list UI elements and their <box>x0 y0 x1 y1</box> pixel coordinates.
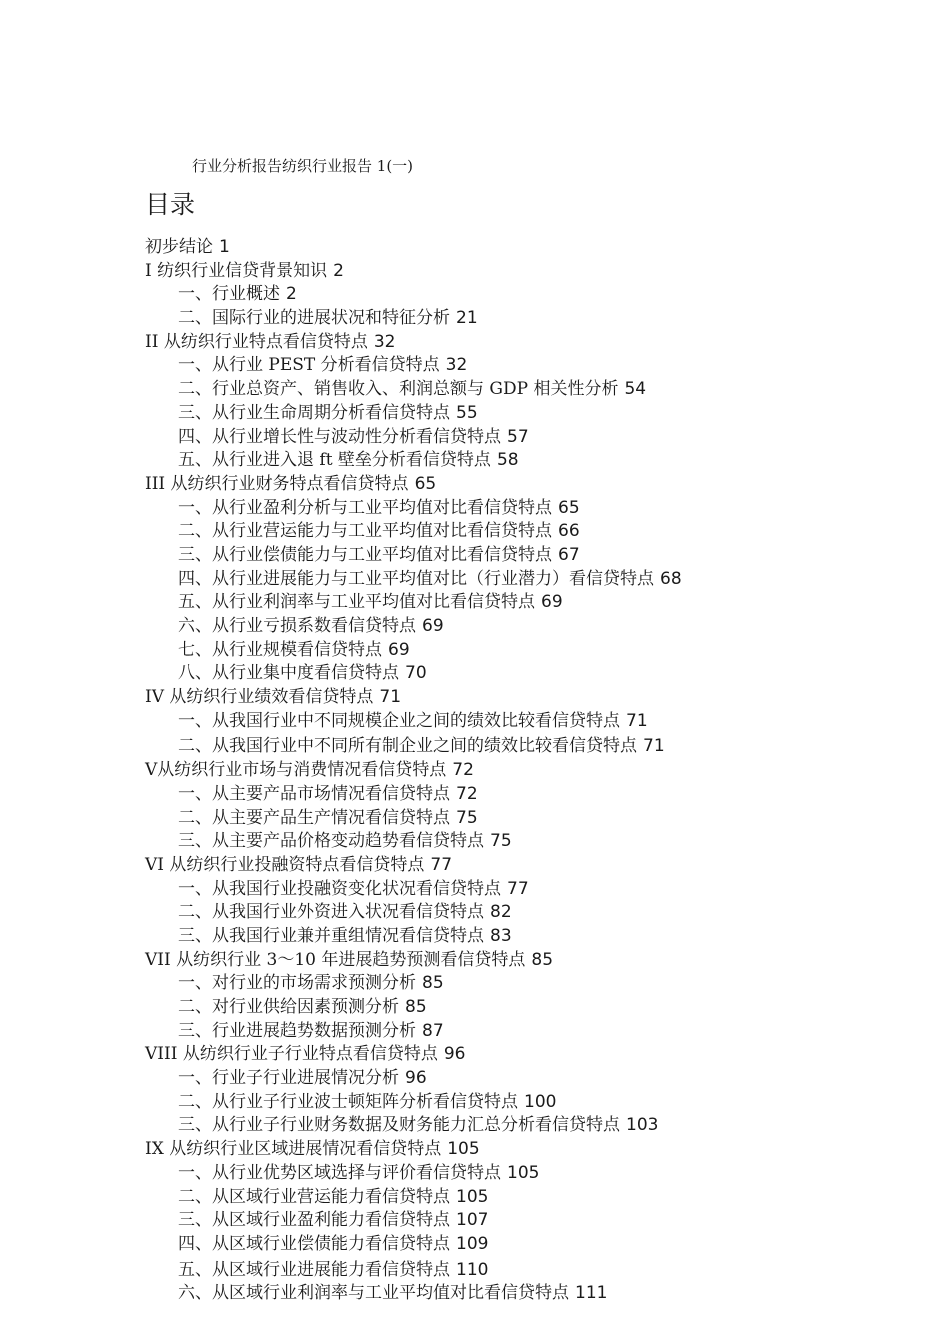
table-of-contents <box>145 236 925 1306</box>
toc-section-entry[interactable] <box>145 1162 925 1186</box>
toc-entry-page-number: 75 <box>490 831 512 852</box>
toc-section-entry[interactable] <box>145 830 925 854</box>
toc-entry-page-number: 82 <box>490 902 512 923</box>
toc-section-entry[interactable] <box>145 591 925 615</box>
toc-entry-title: 三、从我国行业兼并重组情况看信贷特点 <box>178 925 484 946</box>
toc-entry-title: 一、行业子行业进展情况分析 <box>178 1068 399 1089</box>
toc-entry-page-number: 69 <box>422 616 444 636</box>
toc-entry-page-number: 111 <box>575 1283 608 1304</box>
toc-entry-title: 五、从行业进入退 ft 壁垒分析看信贷特点 <box>178 450 491 471</box>
toc-heading: 目录 <box>145 190 196 219</box>
toc-entry-title: 三、从行业生命周期分析看信贷特点 <box>178 402 450 423</box>
toc-entry-title: 二、从我国行业外资进入状况看信贷特点 <box>178 902 484 923</box>
toc-entry-page-number: 72 <box>456 783 478 804</box>
toc-entry-title: 六、从行业亏损系数看信贷特点 <box>178 616 416 636</box>
toc-entry-page-number: 96 <box>443 1044 466 1065</box>
toc-section-entry[interactable] <box>145 972 925 996</box>
toc-entry-title: 一、对行业的市场需求预测分析 <box>178 973 416 994</box>
toc-entry-page-number: 85 <box>531 949 554 970</box>
toc-entry-page-number: 32 <box>445 355 468 376</box>
toc-entry-page-number: 70 <box>405 663 427 684</box>
toc-section-entry[interactable] <box>145 783 925 807</box>
toc-entry-page-number: 1 <box>219 237 230 257</box>
toc-entry-page-number: 65 <box>558 497 580 518</box>
toc-entry-page-number: 69 <box>388 639 410 660</box>
toc-entry-title: 五、从行业利润率与工业平均值对比看信贷特点 <box>178 592 535 613</box>
toc-section-entry[interactable] <box>145 520 925 544</box>
toc-section-entry[interactable] <box>145 283 925 307</box>
toc-entry-title: 一、从行业盈利分析与工业平均值对比看信贷特点 <box>178 497 552 518</box>
toc-section-entry[interactable] <box>145 378 925 402</box>
toc-entry-page-number: 67 <box>558 544 580 565</box>
toc-entry-title: V从纺织行业市场与消费情况看信贷特点 <box>145 760 447 781</box>
toc-section-entry[interactable] <box>145 544 925 568</box>
toc-section-entry[interactable] <box>145 1186 925 1210</box>
toc-entry-title: 二、对行业供给因素预测分析 <box>178 997 399 1017</box>
toc-entry-page-number: 58 <box>496 450 519 471</box>
toc-entry-page-number: 105 <box>507 1162 540 1183</box>
toc-entry-title: 二、从行业子行业波士顿矩阵分析看信贷特点 <box>178 1091 518 1112</box>
toc-entry-page-number: 109 <box>456 1233 489 1254</box>
toc-entry-title: VI 从纺织行业投融资特点看信贷特点 <box>145 854 425 875</box>
toc-entry-page-number: 71 <box>643 736 665 757</box>
toc-entry-title: 一、从行业 PEST 分析看信贷特点 <box>178 355 440 376</box>
toc-section-entry[interactable] <box>145 901 925 925</box>
toc-section-entry[interactable] <box>145 1114 925 1138</box>
toc-chapter-entry[interactable] <box>145 1043 925 1067</box>
toc-entry-title: 八、从行业集中度看信贷特点 <box>178 663 399 684</box>
toc-entry-page-number: 65 <box>414 473 437 494</box>
toc-entry-page-number: 72 <box>452 760 474 781</box>
toc-section-entry[interactable] <box>145 1259 925 1283</box>
toc-section-entry[interactable] <box>145 449 925 473</box>
toc-section-entry[interactable] <box>145 1067 925 1091</box>
toc-entry-page-number: 110 <box>456 1259 489 1280</box>
toc-section-entry[interactable] <box>145 1233 925 1257</box>
toc-entry-page-number: 71 <box>379 687 402 708</box>
toc-section-entry[interactable] <box>145 307 925 331</box>
toc-entry-page-number: 32 <box>373 331 396 352</box>
toc-entry-title: 一、从主要产品市场情况看信贷特点 <box>178 783 450 804</box>
toc-entry-title: 四、从行业增长性与波动性分析看信贷特点 <box>178 426 501 447</box>
toc-entry-page-number: 66 <box>558 521 580 542</box>
toc-entry-page-number: 77 <box>430 854 453 875</box>
toc-chapter-entry[interactable] <box>145 949 925 973</box>
toc-entry-page-number: 21 <box>456 308 478 329</box>
toc-entry-page-number: 105 <box>447 1139 480 1160</box>
toc-entry-title: I 纺织行业信贷背景知识 <box>145 260 328 281</box>
toc-section-entry[interactable] <box>145 1020 925 1044</box>
toc-entry-title: II 从纺织行业特点看信贷特点 <box>145 331 368 352</box>
toc-entry-page-number: 71 <box>626 710 648 731</box>
toc-entry-title: 一、从行业优势区域选择与评价看信贷特点 <box>178 1162 501 1183</box>
toc-entry-page-number: 57 <box>507 426 529 447</box>
toc-entry-title: 二、国际行业的进展状况和特征分析 <box>178 308 450 329</box>
toc-section-entry[interactable] <box>145 662 925 686</box>
toc-entry-title: 一、从我国行业投融资变化状况看信贷特点 <box>178 878 501 899</box>
toc-entry-page-number: 68 <box>660 568 682 589</box>
toc-chapter-entry[interactable] <box>145 759 925 783</box>
toc-entry-title: 五、从区域行业进展能力看信贷特点 <box>178 1259 450 1280</box>
toc-section-entry[interactable] <box>145 1209 925 1233</box>
toc-section-entry[interactable] <box>145 426 925 450</box>
toc-entry-title: 二、从区域行业营运能力看信贷特点 <box>178 1186 450 1207</box>
toc-section-entry[interactable] <box>145 1091 925 1115</box>
toc-entry-page-number: 75 <box>456 807 478 828</box>
toc-section-entry[interactable] <box>145 497 925 521</box>
toc-section-entry[interactable] <box>145 568 925 592</box>
toc-entry-page-number: 105 <box>456 1186 489 1207</box>
document-title: 行业分析报告纺织行业报告 1(一) <box>192 157 414 175</box>
toc-entry-title: 三、从区域行业盈利能力看信贷特点 <box>178 1210 450 1231</box>
toc-chapter-entry[interactable] <box>145 260 925 284</box>
toc-entry-title: III 从纺织行业财务特点看信贷特点 <box>145 473 409 494</box>
toc-chapter-entry[interactable] <box>145 854 925 878</box>
toc-entry-page-number: 2 <box>286 284 297 305</box>
toc-section-entry[interactable] <box>145 615 925 639</box>
toc-entry-page-number: 69 <box>541 592 563 613</box>
toc-section-entry[interactable] <box>145 807 925 831</box>
toc-entry-title: VIII 从纺织行业子行业特点看信贷特点 <box>145 1044 438 1065</box>
toc-entry-title: 一、行业概述 <box>178 284 280 305</box>
toc-entry-title: 六、从区域行业利润率与工业平均值对比看信贷特点 <box>178 1283 569 1304</box>
toc-entry-title: 三、从主要产品价格变动趋势看信贷特点 <box>178 831 484 852</box>
toc-section-entry[interactable] <box>145 996 925 1020</box>
toc-chapter-entry[interactable] <box>145 686 925 710</box>
toc-section-entry[interactable] <box>145 710 925 734</box>
toc-entry-page-number: 2 <box>333 260 344 281</box>
toc-entry-title: VII 从纺织行业 3～10 年进展趋势预测看信贷特点 <box>145 949 526 970</box>
toc-entry-title: IX 从纺织行业区域进展情况看信贷特点 <box>145 1139 442 1160</box>
toc-chapter-entry[interactable] <box>145 331 925 355</box>
toc-chapter-entry[interactable] <box>145 1138 925 1162</box>
toc-chapter-entry[interactable] <box>145 236 925 260</box>
toc-entry-title: IV 从纺织行业绩效看信贷特点 <box>145 687 374 708</box>
toc-entry-page-number: 85 <box>422 973 444 994</box>
toc-entry-title: 四、从区域行业偿债能力看信贷特点 <box>178 1233 450 1254</box>
toc-entry-title: 三、从行业子行业财务数据及财务能力汇总分析看信贷特点 <box>178 1115 620 1136</box>
toc-entry-page-number: 55 <box>456 402 478 423</box>
toc-entry-page-number: 83 <box>490 925 512 946</box>
toc-entry-page-number: 107 <box>456 1210 489 1231</box>
toc-entry-page-number: 54 <box>624 379 647 400</box>
toc-entry-title: 七、从行业规模看信贷特点 <box>178 639 382 660</box>
toc-entry-title: 二、从主要产品生产情况看信贷特点 <box>178 807 450 828</box>
toc-section-entry[interactable] <box>145 1282 925 1306</box>
toc-chapter-entry[interactable] <box>145 473 925 497</box>
toc-entry-title: 一、从我国行业中不同规模企业之间的绩效比较看信贷特点 <box>178 710 620 731</box>
toc-section-entry[interactable] <box>145 735 925 759</box>
toc-entry-title: 三、从行业偿债能力与工业平均值对比看信贷特点 <box>178 544 552 565</box>
toc-entry-page-number: 100 <box>524 1091 557 1112</box>
toc-entry-title: 初步结论 <box>145 237 213 257</box>
toc-section-entry[interactable] <box>145 878 925 902</box>
toc-entry-page-number: 96 <box>405 1068 427 1089</box>
toc-entry-page-number: 87 <box>422 1020 444 1041</box>
toc-section-entry[interactable] <box>145 925 925 949</box>
toc-entry-title: 二、从我国行业中不同所有制企业之间的绩效比较看信贷特点 <box>178 736 637 757</box>
toc-section-entry[interactable] <box>145 402 925 426</box>
toc-entry-page-number: 85 <box>405 997 427 1017</box>
toc-section-entry[interactable] <box>145 354 925 378</box>
toc-entry-title: 二、行业总资产、销售收入、利润总额与 GDP 相关性分析 <box>178 379 619 400</box>
toc-entry-title: 四、从行业进展能力与工业平均值对比（行业潜力）看信贷特点 <box>178 568 654 589</box>
toc-entry-title: 二、从行业营运能力与工业平均值对比看信贷特点 <box>178 521 552 542</box>
toc-entry-page-number: 103 <box>626 1115 659 1136</box>
toc-entry-page-number: 77 <box>507 878 529 899</box>
toc-section-entry[interactable] <box>145 639 925 663</box>
toc-entry-title: 三、行业进展趋势数据预测分析 <box>178 1020 416 1041</box>
